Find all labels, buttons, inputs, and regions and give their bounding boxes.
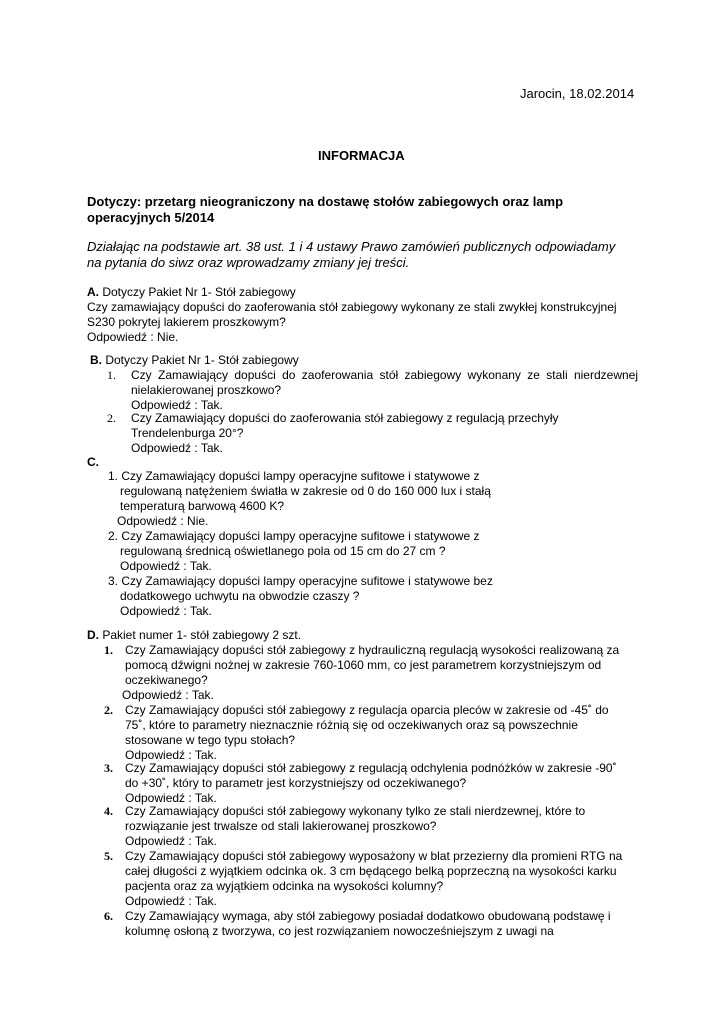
section-a-question-line-1: Czy zamawiający dopuści do zaoferowania stół zabiegowy wykonany ze stali zwykłej konstrukcyjnej — [87, 300, 617, 314]
section-c-item-2-line-1: 2. Czy Zamawiający dopuści lampy operacyjne sufitowe i statywowe z — [108, 529, 480, 543]
section-d-item-5-answer: Odpowiedź : Tak. — [125, 894, 217, 908]
section-d-item-4-line-1: Czy Zamawiający dopuści stół zabiegowy wykonany tylko ze stali nierdzewnej, które to — [125, 804, 586, 818]
section-d-item-1-line-1: Czy Zamawiający dopuści stół zabiegowy z hydrauliczną regulacją wysokości realizowaną za — [125, 643, 620, 657]
section-b-item-2-line-2: Trendelenburga 20°? — [131, 426, 244, 440]
subject-block — [87, 194, 563, 226]
section-b-item-1-number: 1. — [107, 368, 116, 382]
section-c-item-1-line-2: regulowaną natężeniem światła w zakresie od 0 do 160 000 lux i stałą — [120, 484, 491, 498]
section-d-item-1-line-2: pomocą dźwigni nożnej w zakresie 760-1060 mm, co jest parametrem korzystniejszym od — [125, 658, 602, 672]
section-d-item-6-line-1: Czy Zamawiający wymaga, aby stół zabiegowy posiadał dodatkowo obudowaną podstawę i — [125, 909, 611, 923]
section-d-item-2-line-2: 75˚, które to parametry nieznacznie różnią się od oczekiwanych oraz są powszechnie — [125, 718, 578, 732]
section-d-item-2-line-1: Czy Zamawiający dopuści stół zabiegowy z regulacja oparcia pleców w zakresie od -45˚ do — [125, 703, 609, 717]
section-d-item-3-answer: Odpowiedź : Tak. — [125, 791, 217, 805]
section-c-item-1-line-3: temperaturą barwową 4600 K? — [120, 499, 285, 513]
section-d-item-2-number: 2. — [104, 703, 113, 717]
section-b-item-2-line-1: Czy Zamawiający dopuści do zaoferowania stół zabiegowy z regulacją przechyły — [131, 411, 559, 425]
section-b-letter: B. — [90, 353, 102, 367]
intro-block — [87, 239, 615, 271]
section-d-heading — [87, 628, 301, 643]
section-b-title: Dotyczy Pakiet Nr 1- Stół zabiegowy — [102, 353, 299, 367]
section-c-item-3-answer: Odpowiedź : Tak. — [120, 604, 212, 618]
section-b-item-1-answer: Odpowiedź : Tak. — [131, 398, 223, 412]
section-a-letter: A. — [87, 285, 99, 299]
section-d-item-3-line-1: Czy Zamawiający dopuści stół zabiegowy z regulacją odchylenia podnóżków w zakresie -90˚ — [125, 761, 617, 775]
section-a-answer: Odpowiedź : Nie. — [87, 330, 179, 344]
section-c-item-2-answer: Odpowiedź : Tak. — [120, 559, 212, 573]
section-d-item-1-line-3: oczekiwanego? — [125, 673, 208, 687]
section-c-item-2-line-2: regulowaną średnicą oświetlanego pola od 15 cm do 27 cm ? — [120, 544, 446, 558]
subject-line-2: operacyjnych 5/2014 — [87, 210, 215, 225]
section-c-item-3-line-2: dodatkowego uchwytu na obwodzie czaszy ? — [120, 589, 360, 603]
section-c-item-1-line-1: 1. Czy Zamawiający dopuści lampy operacyjne sufitowe i statywowe z — [108, 469, 480, 483]
section-d-letter: D. — [87, 628, 99, 642]
section-c-letter: C. — [87, 455, 99, 469]
section-d-item-2-answer: Odpowiedź : Tak. — [125, 748, 217, 762]
section-b-item-1-line-1 — [131, 368, 638, 383]
intro-line-2: na pytania do siwz oraz wprowadzamy zmiany jej treści. — [87, 255, 410, 270]
section-b-item-2-answer: Odpowiedź : Tak. — [131, 441, 223, 455]
section-d-item-5-line-1: Czy Zamawiający dopuści stół zabiegowy wyposażony w blat przezierny dla promieni RTG na — [125, 849, 623, 863]
section-d-item-4-number: 4. — [104, 804, 113, 818]
document-date: Jarocin, 18.02.2014 — [520, 86, 635, 101]
section-d-item-6-number: 6. — [104, 909, 113, 923]
section-c-item-1-answer: Odpowiedź : Nie. — [117, 514, 209, 528]
section-d-item-1-answer: Odpowiedź : Tak. — [122, 688, 214, 702]
section-b-item-1-text: Czy Zamawiający dopuści do zaoferowania stół zabiegowy wykonany ze stali nierdzewnej — [131, 368, 638, 382]
section-d-item-6-line-2: kolumnę osłoną z tworzywa, co jest rozwiązaniem nowocześniejszym z uwagi na — [125, 924, 554, 938]
section-b-heading — [90, 353, 299, 368]
section-d-item-3-line-2: do +30˚, który to parametr jest korzystniejszy od oczekiwanego? — [125, 776, 467, 790]
section-d-item-1-number: 1. — [104, 643, 113, 657]
subject-line-1: Dotyczy: przetarg nieograniczony na dostawę stołów zabiegowych oraz lamp — [87, 194, 564, 209]
section-d-item-4-answer: Odpowiedź : Tak. — [125, 834, 217, 848]
section-d-item-2-line-3: stosowane w tego typu stołach? — [125, 733, 296, 747]
document-title: INFORMACJA — [318, 148, 405, 163]
section-a-heading — [87, 285, 296, 300]
section-d-item-5-line-2: całej długości z wyjątkiem odcinka ok. 3 cm będącego belką poprzeczną na wysokości karku — [125, 864, 617, 878]
section-a-question-line-2: S230 pokrytej lakierem proszkowym? — [87, 315, 286, 329]
section-d-item-5-number: 5. — [104, 849, 113, 863]
section-c-item-3-line-1: 3. Czy Zamawiający dopuści lampy operacyjne sufitowe i statywowe bez — [108, 574, 493, 588]
section-d-item-5-line-3: pacjenta oraz za wyjątkiem odcinka na wysokości kolumny? — [125, 879, 444, 893]
section-b-item-1-line-2: nielakierowanej proszkowo? — [131, 383, 282, 397]
section-d-title: Pakiet numer 1- stół zabiegowy 2 szt. — [99, 628, 302, 642]
section-d-item-4-line-2: rozwiązanie jest trwalsze od stali lakierowanej proszkowo? — [125, 819, 437, 833]
section-b-item-2-number: 2. — [107, 411, 116, 425]
intro-line-1: Działając na podstawie art. 38 ust. 1 i 4 ustawy Prawo zamówień publicznych odpowiadamy — [87, 239, 616, 254]
section-a-title: Dotyczy Pakiet Nr 1- Stół zabiegowy — [99, 285, 296, 299]
section-d-item-3-number: 3. — [104, 761, 113, 775]
